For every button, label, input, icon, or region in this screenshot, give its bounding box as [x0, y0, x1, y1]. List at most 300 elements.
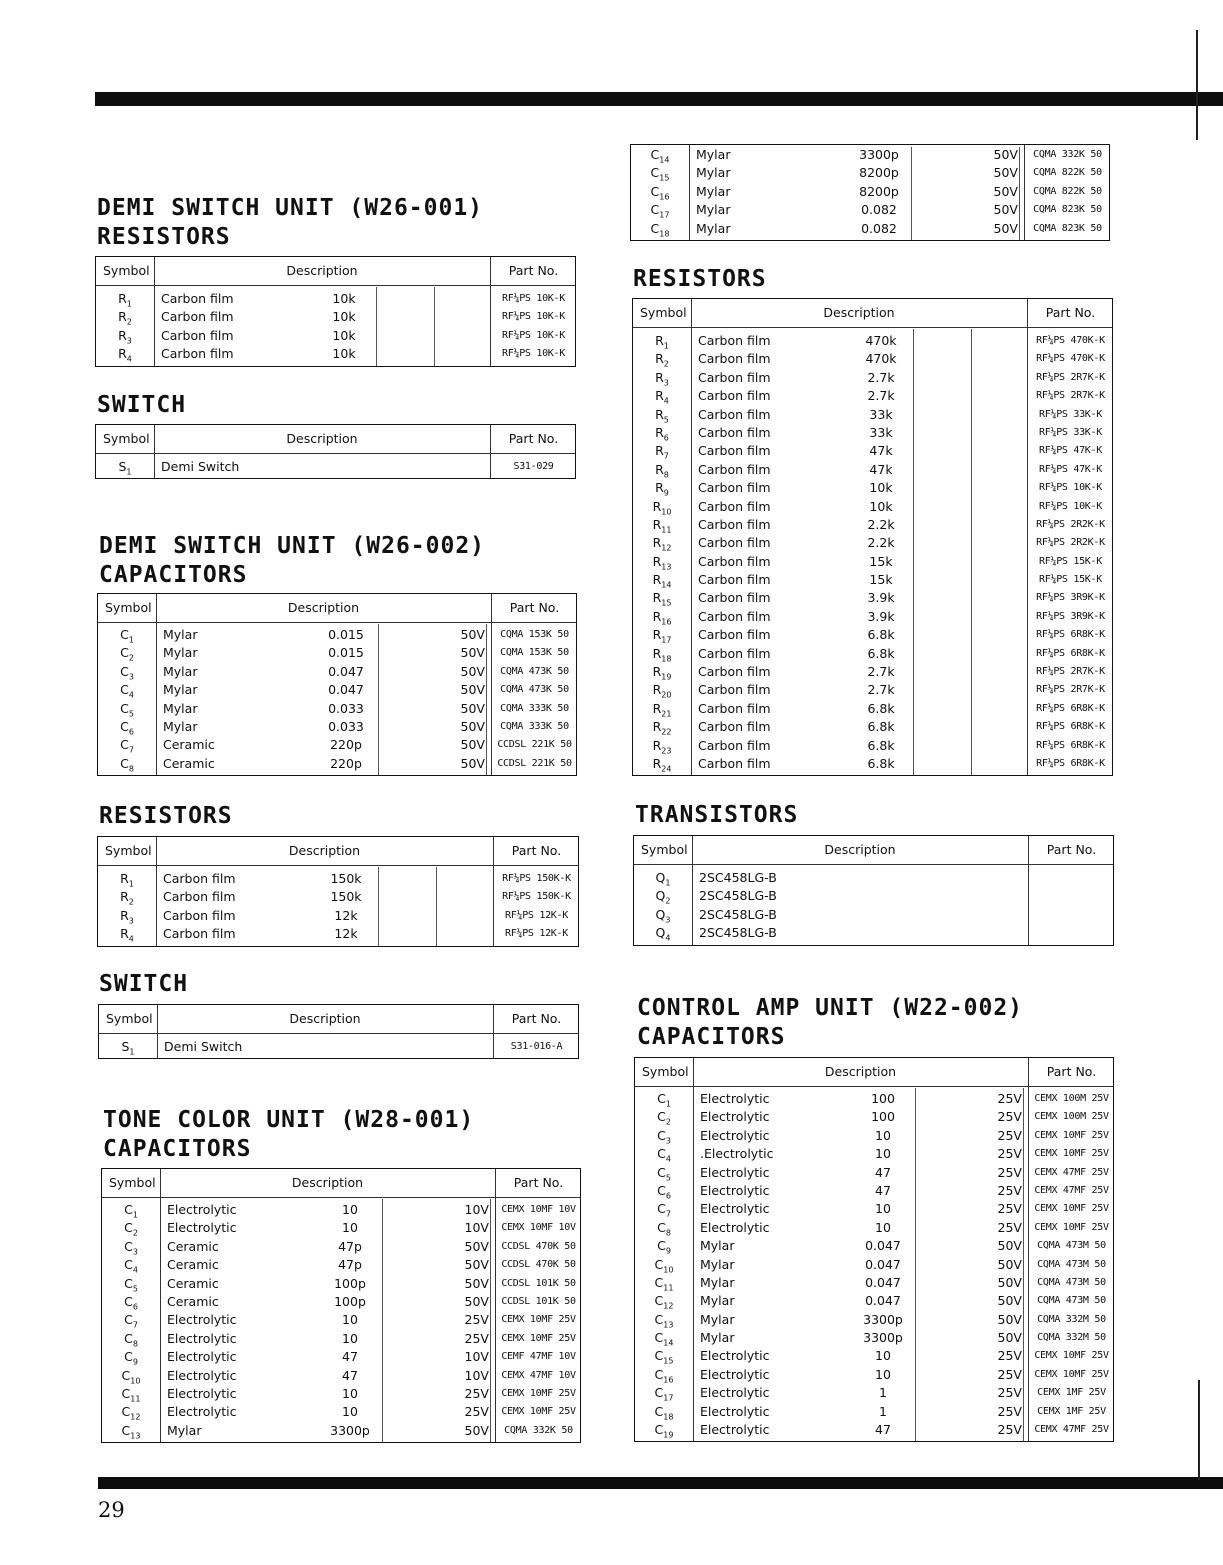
table-row [633, 534, 1112, 552]
cell-value: 3.9k [867, 590, 895, 606]
cell-description: Carbon film [161, 327, 234, 343]
cell-description: Mylar [696, 183, 731, 199]
switch-table-w26-001 [95, 424, 576, 479]
cell-part-no: RF¼PS 47K-K [1039, 463, 1102, 475]
cell-part-no: RF¼PS 470K-K [1036, 353, 1105, 365]
cell-symbol: $C_{19}$ [654, 1422, 674, 1440]
cell-symbol: $C_{11}$ [654, 1274, 674, 1293]
table-row [631, 146, 1109, 164]
header-description: Description [823, 305, 895, 320]
column-divider [157, 1005, 158, 1058]
table-row [635, 1384, 1113, 1402]
cell-symbol: $R_5$ [655, 406, 669, 425]
cell-value: 12k [334, 926, 358, 942]
cell-description: Carbon film [698, 424, 771, 440]
cell-voltage: 50V [997, 1274, 1022, 1290]
table-row [102, 1201, 580, 1219]
cell-part-no: CEMX 10MF 25V [501, 1314, 576, 1326]
cell-value: 47k [869, 443, 893, 459]
column-divider [693, 1058, 694, 1441]
cell-part-no: CEMX 10MF 25V [1034, 1350, 1109, 1362]
column-divider [154, 257, 155, 366]
cell-description: Mylar [700, 1330, 735, 1346]
table-row [635, 1108, 1113, 1126]
table-row [633, 479, 1112, 497]
table-row [633, 755, 1112, 773]
cell-description: .Electrolytic [700, 1146, 774, 1162]
cell-part-no: S31-016-A [510, 1041, 563, 1052]
cell-description: 2SC458LG-B [699, 906, 777, 922]
column-divider [971, 329, 972, 775]
transistors-heading [635, 801, 798, 830]
table-row [633, 589, 1112, 607]
cell-part-no: S31-029 [513, 461, 554, 472]
header-description: Description [289, 1011, 361, 1026]
table-row [99, 1038, 578, 1056]
header-symbol: Symbol [109, 1175, 156, 1190]
column-divider [689, 145, 690, 240]
cell-value: 3300p [863, 1311, 903, 1327]
header-symbol: Symbol [641, 842, 688, 857]
cell-description: Ceramic [167, 1238, 219, 1254]
cell-value: 10 [342, 1404, 358, 1420]
cell-part-no: CEMX 100M 25V [1034, 1093, 1109, 1104]
table-row [98, 870, 578, 888]
cell-symbol: $C_{16}$ [654, 1366, 674, 1385]
cell-description: Mylar [700, 1256, 735, 1272]
cell-value: 12k [334, 907, 358, 923]
table-header [98, 837, 578, 866]
cell-symbol: $C_7$ [120, 737, 134, 755]
cell-part-no: CQMA 823K 50 [1033, 222, 1102, 234]
cell-symbol: $R_4$ [655, 388, 669, 406]
cell-description: Ceramic [163, 755, 215, 771]
cell-description: Electrolytic [700, 1164, 770, 1180]
section-heading-w26-002 [99, 532, 485, 590]
cell-part-no: CEMX 47MF 10V [501, 1369, 576, 1381]
cell-voltage: 50V [460, 718, 485, 734]
column-divider [382, 1199, 383, 1442]
table-row [102, 1275, 580, 1293]
top-rule [95, 92, 1223, 106]
header-part-no: Part No. [508, 263, 559, 278]
cell-description: Carbon film [698, 535, 771, 551]
table-row [98, 681, 576, 699]
cell-value: 470k [865, 333, 897, 348]
table-row [631, 164, 1109, 182]
cell-value: 1 [879, 1403, 887, 1419]
cell-symbol: $C_9$ [124, 1349, 138, 1367]
cell-value: 33k [869, 406, 893, 422]
cell-value: 10k [869, 480, 893, 496]
cell-voltage: 25V [997, 1182, 1022, 1198]
cell-description: Mylar [163, 663, 198, 679]
cell-symbol: $C_{10}$ [121, 1367, 141, 1386]
header-description: Description [291, 1175, 364, 1190]
cell-value: 470k [865, 351, 897, 367]
cell-symbol: $C_8$ [657, 1219, 671, 1238]
table-row [635, 1366, 1113, 1384]
switch-heading-2 [99, 970, 188, 999]
cell-description: Carbon film [698, 406, 771, 422]
table-body [98, 866, 578, 946]
cell-symbol: $C_1$ [120, 627, 134, 645]
cell-part-no: CEMX 100M 25V [1034, 1111, 1109, 1123]
cell-voltage: 25V [997, 1219, 1022, 1235]
column-divider [490, 257, 491, 366]
table-row [98, 626, 576, 644]
table-row [96, 458, 575, 476]
cell-symbol: $C_{17}$ [654, 1385, 674, 1403]
cell-part-no: RF¼PS 6R8K-K [1036, 647, 1105, 659]
cell-part-no: RF¼PS 12K-K [505, 928, 568, 940]
cell-part-no: RF¼PS 6R8K-K [1036, 721, 1105, 733]
cell-part-no: RF¼PS 3R9K-K [1036, 610, 1105, 622]
cell-symbol: $S_1$ [121, 1039, 135, 1057]
header-part-no: Part No. [509, 600, 560, 615]
table-row [635, 1127, 1113, 1145]
page-edge-line [1196, 30, 1198, 140]
cell-value: 100 [871, 1091, 895, 1106]
cell-symbol: $R_1$ [655, 333, 669, 351]
table-row [635, 1200, 1113, 1218]
cell-value: 6.8k [867, 719, 895, 735]
table-body [96, 286, 575, 366]
cell-description: Electrolytic [700, 1403, 770, 1419]
cell-value: 10 [342, 1220, 358, 1236]
header-description: Description [286, 431, 358, 446]
cell-value: 0.015 [328, 645, 364, 661]
cell-value: 100p [334, 1293, 366, 1309]
resistors-table-w28-001 [632, 298, 1113, 776]
cell-description: Electrolytic [167, 1202, 237, 1217]
header-part-no: Part No. [1046, 1064, 1097, 1079]
column-divider [154, 425, 155, 478]
cell-symbol: $R_8$ [655, 461, 669, 480]
table-row [634, 924, 1113, 942]
cell-description: Carbon film [163, 907, 236, 923]
cell-part-no: RF¼PS 470K-K [1036, 335, 1105, 346]
cell-symbol: $R_{14}$ [652, 572, 672, 590]
capacitors-table-w22-002 [634, 1057, 1114, 1442]
header-part-no: Part No. [513, 1175, 564, 1190]
table-row [102, 1219, 580, 1237]
cell-voltage: 25V [997, 1366, 1022, 1382]
cell-part-no: CEMX 47MF 25V [1034, 1424, 1109, 1436]
cell-voltage: 10V [464, 1202, 489, 1217]
cell-description: Carbon film [698, 351, 771, 367]
cell-voltage: 25V [997, 1091, 1022, 1106]
section-subtitle: TRANSISTORS [635, 802, 799, 828]
cell-part-no: RF¼PS 6R8K-K [1036, 702, 1105, 714]
cell-symbol: $C_{14}$ [654, 1330, 674, 1348]
cell-voltage: 25V [997, 1422, 1022, 1438]
section-subtitle: CAPACITORS [637, 1024, 786, 1050]
cell-symbol: $C_7$ [124, 1312, 138, 1330]
cell-symbol: $C_8$ [124, 1330, 138, 1349]
cell-part-no: RF¼PS 15K-K [1039, 555, 1102, 567]
cell-value: 2.7k [867, 664, 895, 680]
table-row [633, 332, 1112, 350]
table-row [635, 1256, 1113, 1274]
column-divider [493, 1005, 494, 1058]
cell-symbol: $R_{18}$ [652, 645, 672, 664]
cell-value: 15k [869, 553, 893, 569]
cell-voltage: 50V [460, 700, 485, 716]
cell-description: Ceramic [163, 737, 215, 753]
cell-description: Carbon film [161, 291, 234, 306]
cell-value: 0.047 [328, 663, 364, 679]
cell-description: Electrolytic [167, 1404, 237, 1420]
cell-symbol: $C_{13}$ [654, 1311, 674, 1330]
cell-value: 10k [332, 309, 356, 325]
section-subtitle: CAPACITORS [103, 1136, 252, 1162]
header-description: Description [286, 263, 358, 278]
resistors-heading-2 [99, 802, 233, 831]
cell-description: Ceramic [167, 1257, 219, 1273]
table-body [99, 1034, 578, 1058]
cell-symbol: $C_6$ [657, 1182, 671, 1201]
cell-voltage: 50V [997, 1256, 1022, 1272]
cell-part-no: CEMX 1MF 25V [1037, 1387, 1106, 1399]
column-divider [1024, 145, 1025, 240]
cell-symbol: $C_3$ [657, 1127, 671, 1146]
cell-symbol: $R_2$ [120, 889, 134, 907]
cell-value: 6.8k [867, 627, 895, 643]
cell-voltage: 50V [997, 1311, 1022, 1327]
table-row [633, 442, 1112, 460]
cell-symbol: $C_{18}$ [650, 220, 670, 239]
section-subtitle: SWITCH [99, 971, 189, 997]
cell-part-no: CEMX 47MF 25V [1034, 1184, 1109, 1196]
cell-symbol: $C_2$ [657, 1109, 671, 1127]
cell-voltage: 25V [464, 1385, 489, 1401]
column-divider [434, 287, 435, 366]
resistors-table-w26-002 [97, 836, 579, 947]
cell-voltage: 25V [464, 1404, 489, 1420]
cell-description: Demi Switch [161, 459, 240, 474]
table-row [634, 869, 1113, 887]
table-row [102, 1385, 580, 1403]
column-divider [913, 329, 914, 775]
table-row [633, 350, 1112, 368]
header-symbol: Symbol [105, 843, 152, 858]
cell-value: 6.8k [867, 645, 895, 661]
cell-value: 150k [330, 889, 362, 905]
cell-description: Carbon film [698, 737, 771, 753]
table-row [98, 736, 576, 754]
column-divider [378, 624, 379, 775]
cell-value: 0.047 [865, 1274, 901, 1290]
column-divider [490, 425, 491, 478]
cell-description: Mylar [696, 220, 731, 236]
cell-value: 3300p [863, 1330, 903, 1346]
cell-value: 10 [875, 1348, 891, 1364]
cell-symbol: $C_5$ [124, 1275, 138, 1294]
cell-description: Electrolytic [700, 1422, 770, 1438]
column-divider [495, 1169, 496, 1442]
cell-symbol: $R_4$ [120, 926, 134, 944]
cell-part-no: CQMA 333K 50 [500, 720, 569, 732]
section-title: DEMI SWITCH UNIT (W26-001) [97, 195, 484, 221]
table-row [102, 1367, 580, 1385]
cell-symbol: $Q_3$ [655, 906, 671, 925]
cell-value: 1 [879, 1385, 887, 1401]
table-row [102, 1330, 580, 1348]
cell-value: 10 [875, 1366, 891, 1382]
table-header [96, 257, 575, 286]
table-row [634, 887, 1113, 905]
cell-symbol: $C_{11}$ [121, 1385, 141, 1404]
cell-description: Ceramic [167, 1275, 219, 1291]
cell-part-no: CQMA 473M 50 [1037, 1295, 1106, 1307]
cell-value: 6.8k [867, 700, 895, 716]
cell-part-no: RF¼PS 6R8K-K [1036, 629, 1105, 641]
column-divider [436, 867, 437, 946]
cell-symbol: $C_{12}$ [121, 1404, 141, 1422]
column-divider [915, 1088, 916, 1441]
header-symbol: Symbol [642, 1064, 689, 1079]
table-row [635, 1347, 1113, 1365]
header-part-no: Part No. [1046, 842, 1097, 857]
cell-voltage: 25V [997, 1146, 1022, 1162]
cell-voltage: 50V [460, 755, 485, 771]
cell-description: Electrolytic [700, 1091, 770, 1106]
cell-part-no: CQMA 332M 50 [1037, 1313, 1106, 1325]
cell-part-no: RF¼PS 10K-K [502, 348, 565, 360]
cell-description: Carbon film [698, 498, 771, 514]
cell-symbol: $C_2$ [120, 645, 134, 663]
table-row [102, 1293, 580, 1311]
cell-description: Carbon film [698, 664, 771, 680]
column-divider [1019, 147, 1020, 240]
cell-part-no: CEMX 10MF 25V [1034, 1148, 1109, 1160]
cell-part-no: CQMA 473K 50 [500, 665, 569, 677]
cell-part-no: CQMA 332K 50 [504, 1424, 573, 1436]
table-row [635, 1274, 1113, 1292]
cell-description: Electrolytic [700, 1348, 770, 1364]
cell-description: Mylar [163, 718, 198, 734]
header-part-no: Part No. [508, 431, 559, 446]
cell-part-no: CEMX 10MF 25V [501, 1387, 576, 1399]
cell-voltage: 50V [997, 1238, 1022, 1254]
table-row [633, 516, 1112, 534]
cell-value: 10 [875, 1127, 891, 1143]
column-divider [378, 867, 379, 946]
cell-description: Carbon film [163, 926, 236, 942]
table-row [96, 345, 575, 363]
cell-part-no: CCDSL 470K 50 [501, 1240, 576, 1252]
cell-voltage: 25V [464, 1330, 489, 1346]
header-symbol: Symbol [103, 263, 150, 278]
table-row [633, 663, 1112, 681]
cell-value: 10k [332, 346, 356, 362]
cell-value: 0.033 [328, 718, 364, 734]
cell-value: 47p [338, 1257, 362, 1273]
cell-value: 3.9k [867, 608, 895, 624]
cell-symbol: $C_3$ [124, 1238, 138, 1257]
cell-symbol: $C_{13}$ [121, 1422, 141, 1441]
cell-part-no: CCDSL 101K 50 [501, 1277, 576, 1289]
table-row [633, 645, 1112, 663]
cell-description: Carbon film [698, 461, 771, 477]
cell-description: Electrolytic [167, 1349, 237, 1365]
column-divider [1028, 1058, 1029, 1441]
cell-symbol: $R_{20}$ [652, 682, 672, 700]
cell-value: 150k [330, 871, 362, 886]
section-heading-w22-002 [637, 994, 1023, 1052]
cell-value: 10 [342, 1312, 358, 1328]
cell-symbol: $C_{12}$ [654, 1293, 674, 1311]
cell-voltage: 25V [997, 1164, 1022, 1180]
cell-value: 10 [342, 1385, 358, 1401]
header-symbol: Symbol [103, 431, 150, 446]
cell-description: Carbon film [698, 590, 771, 606]
cell-value: 100 [871, 1109, 895, 1125]
section-subtitle: SWITCH [97, 392, 187, 418]
cell-symbol: $R_{19}$ [652, 664, 672, 682]
cell-part-no: CQMA 473M 50 [1037, 1258, 1106, 1270]
section-subtitle: CAPACITORS [99, 562, 248, 588]
table-body [635, 1087, 1113, 1441]
cell-part-no: CQMA 153K 50 [500, 629, 569, 640]
cell-part-no: RF¼PS 150K-K [502, 873, 571, 884]
header-description: Description [824, 842, 896, 857]
table-body [96, 454, 575, 478]
cell-value: 100p [334, 1275, 366, 1291]
column-divider [486, 624, 487, 775]
table-row [635, 1403, 1113, 1421]
section-title: TONE COLOR UNIT (W28-001) [103, 1107, 475, 1133]
cell-voltage: 50V [460, 682, 485, 698]
cell-part-no: RF¼PS 33K-K [1039, 426, 1102, 438]
table-row [634, 906, 1113, 924]
cell-value: 0.015 [328, 627, 364, 642]
cell-description: Mylar [163, 645, 198, 661]
table-row [633, 387, 1112, 405]
table-row [102, 1422, 580, 1440]
table-header [98, 594, 576, 623]
cell-value: 47p [338, 1238, 362, 1254]
table-row [635, 1145, 1113, 1163]
table-header [635, 1058, 1113, 1087]
table-row [633, 737, 1112, 755]
cell-value: 8200p [859, 183, 899, 199]
cell-symbol: $R_{12}$ [652, 535, 672, 553]
cell-symbol: $C_{16}$ [650, 183, 670, 202]
cell-voltage: 50V [464, 1293, 489, 1309]
cell-value: 0.047 [865, 1238, 901, 1254]
table-row [635, 1311, 1113, 1329]
cell-part-no: RF¼PS 150K-K [502, 891, 571, 903]
cell-symbol: $R_7$ [655, 443, 669, 461]
cell-description: Electrolytic [700, 1385, 770, 1401]
cell-description: Electrolytic [167, 1220, 237, 1236]
cell-part-no: RF¼PS 6R8K-K [1036, 739, 1105, 751]
cell-part-no: RF¼PS 10K-K [1039, 500, 1102, 512]
cell-description: Electrolytic [167, 1367, 237, 1383]
cell-symbol: $R_3$ [655, 369, 669, 388]
cell-description: 2SC458LG-B [699, 870, 777, 885]
cell-description: Carbon film [698, 682, 771, 698]
table-row [98, 663, 576, 681]
cell-description: Carbon film [698, 516, 771, 532]
cell-symbol: $S_1$ [118, 459, 132, 477]
table-row [96, 327, 575, 345]
cell-voltage: 25V [997, 1127, 1022, 1143]
cell-value: 0.047 [865, 1256, 901, 1272]
table-row [633, 498, 1112, 516]
